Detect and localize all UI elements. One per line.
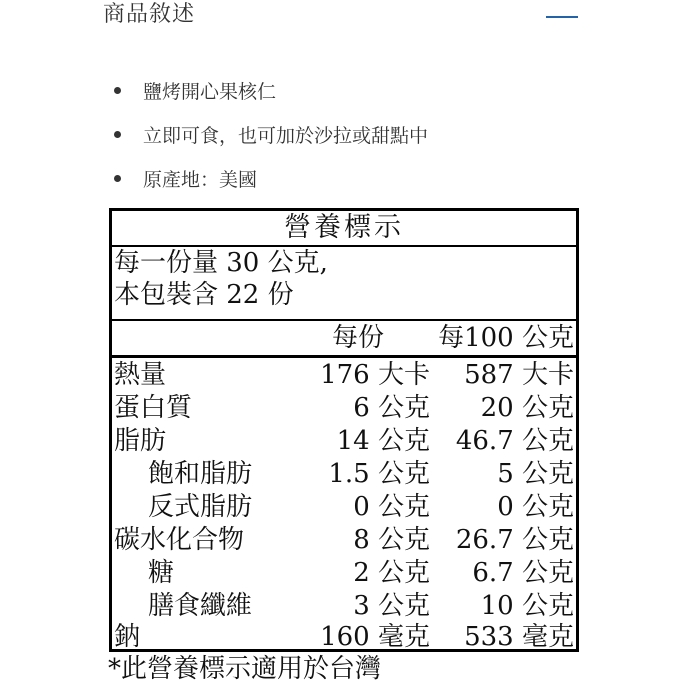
per-serving-value: 160 毫克 xyxy=(320,622,430,652)
list-item xyxy=(112,112,428,156)
list-item xyxy=(112,68,428,112)
bullet-icon xyxy=(114,87,121,94)
nutrient-row xyxy=(112,392,576,425)
nutrient-row xyxy=(112,590,576,623)
nutrient-name: 熱量 xyxy=(114,360,167,390)
serving-size: 每一份量 30 公克, xyxy=(114,248,328,278)
per-100g-value: 533 毫克 xyxy=(464,622,574,652)
servings-per-package: 本包裝含 22 份 xyxy=(114,280,294,310)
per-100g-value: 46.7 公克 xyxy=(455,426,574,456)
nutrient-name: 鈉 xyxy=(114,622,141,652)
section-title: 商品敘述 xyxy=(103,2,196,27)
nutrient-row xyxy=(112,359,576,392)
per-serving-value: 3 公克 xyxy=(353,591,430,621)
bullet-icon xyxy=(114,131,121,138)
list-item-text: 鹽烤開心果核仁 xyxy=(143,80,277,103)
per-serving-value: 8 公克 xyxy=(353,525,430,555)
nutrition-label xyxy=(109,208,579,652)
per-serving-value: 176 大卡 xyxy=(320,360,430,390)
per-100g-value: 6.7 公克 xyxy=(472,558,574,588)
nutrition-footnote: *此營養標示適用於台灣 xyxy=(108,654,382,684)
per-100g-value: 20 公克 xyxy=(480,393,574,423)
nutrient-name: 碳水化合物 xyxy=(114,525,245,555)
nutrient-name: 反式脂肪 xyxy=(148,492,253,522)
serving-info xyxy=(112,247,576,321)
nutrient-name: 糖 xyxy=(148,558,175,588)
nutrient-name: 脂肪 xyxy=(114,426,167,456)
per-serving-value: 6 公克 xyxy=(353,393,430,423)
nutrient-row xyxy=(112,491,576,524)
per-100g-value: 0 公克 xyxy=(497,492,574,522)
per-serving-value: 1.5 公克 xyxy=(328,459,430,489)
list-item-text: 原產地：美國 xyxy=(143,168,258,191)
nutrient-row xyxy=(112,621,576,654)
nutrient-name: 飽和脂肪 xyxy=(148,459,253,489)
per-serving-value: 2 公克 xyxy=(353,558,430,588)
header-per-100g: 每100 公克 xyxy=(438,323,574,353)
list-item xyxy=(112,156,428,200)
per-serving-value: 0 公克 xyxy=(353,492,430,522)
nutrition-title: 營養標示 xyxy=(112,211,576,247)
description-list xyxy=(112,68,428,200)
column-header xyxy=(112,321,576,358)
nutrient-row xyxy=(112,425,576,458)
per-serving-value: 14 公克 xyxy=(336,426,430,456)
header-per-serving: 每份 xyxy=(331,323,384,353)
per-100g-value: 5 公克 xyxy=(497,459,574,489)
bullet-icon xyxy=(114,175,121,182)
nutrient-row xyxy=(112,458,576,491)
nutrient-row xyxy=(112,557,576,590)
per-100g-value: 10 公克 xyxy=(480,591,574,621)
nutrient-row xyxy=(112,524,576,557)
per-100g-value: 587 大卡 xyxy=(464,360,574,390)
minus-icon xyxy=(546,16,578,18)
per-100g-value: 26.7 公克 xyxy=(455,525,574,555)
collapse-button[interactable] xyxy=(546,13,578,21)
nutrient-name: 膳食纖維 xyxy=(148,591,253,621)
nutrient-name: 蛋白質 xyxy=(114,393,193,423)
list-item-text: 立即可食，也可加於沙拉或甜點中 xyxy=(143,124,429,147)
